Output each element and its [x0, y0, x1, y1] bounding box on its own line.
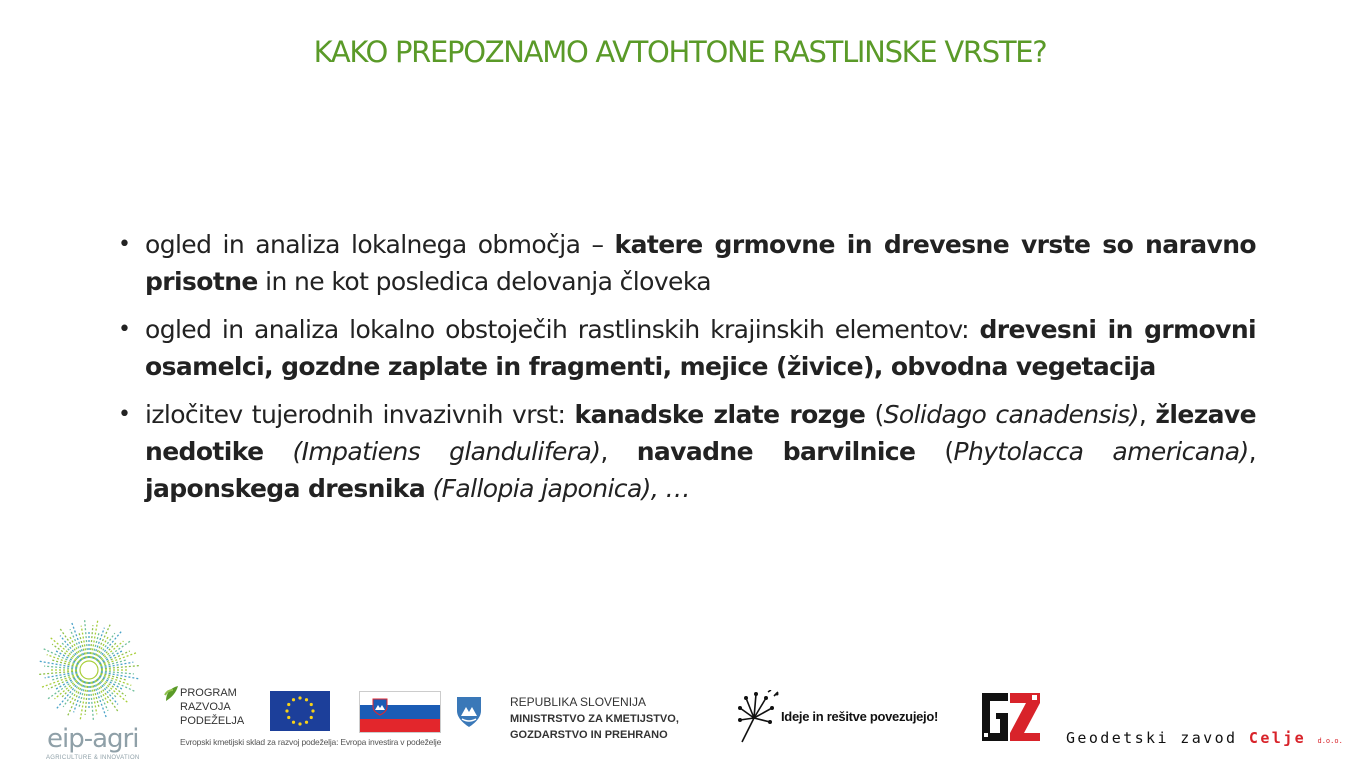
- ministry-line-3: GOZDARSTVO IN PREHRANO: [510, 729, 668, 741]
- bullet-text: ogled in analiza lokalnega območja –: [145, 230, 615, 259]
- prp-logo-group: [164, 685, 444, 747]
- geodetski-zavod-celje-text: [1066, 729, 1343, 747]
- bullet-italic: (Impatiens glandulifera): [292, 437, 601, 466]
- bullet-item-1: [118, 226, 1256, 300]
- bullet-bold: katere grmovne in drevesne vrste so naravno prisotne: [145, 230, 1256, 296]
- bullet-text: izločitev tujerodnih invazivnih vrst:: [145, 400, 575, 429]
- eip-burst-icon: [34, 616, 144, 724]
- bullet-bold: japonskega dresnika: [145, 474, 426, 503]
- bullet-text: ,: [1138, 400, 1156, 429]
- ministry-line-2: MINISTRSTVO ZA KMETIJSTVO,: [510, 713, 679, 725]
- ministry-line-1: REPUBLIKA SLOVENIJA: [510, 695, 647, 709]
- bullet-text: (: [915, 437, 954, 466]
- eu-stars-icon: [270, 691, 330, 731]
- ministry-crest-icon: [455, 695, 483, 729]
- gzc-name: Geodetski zavod: [1066, 729, 1249, 747]
- ideje-slogan: Ideje in rešitve povezujejo!: [781, 709, 939, 724]
- slovenia-coat-of-arms-icon: [372, 698, 388, 716]
- bullet-text: in ne kot posledica delovanja človeka: [257, 267, 711, 296]
- gz-mark-icon: [980, 689, 1042, 745]
- eu-flag-icon: [270, 691, 330, 731]
- eip-agri-name: eip-agri: [47, 724, 139, 754]
- prp-leaf-icon: [164, 685, 180, 703]
- dandelion-icon: [736, 690, 780, 746]
- bullet-text: ogled in analiza lokalno obstoječih rastlinskih krajinskih elementov:: [145, 315, 980, 344]
- bullet-bold: kanadske zlate rozge: [574, 400, 866, 429]
- ministry-logo: [455, 692, 715, 746]
- prp-caption: Evropski kmetijski sklad za razvoj podeželja: Evropa investira v podeželje: [180, 737, 442, 747]
- bullet-text: ,: [600, 437, 637, 466]
- gz-logo: [980, 689, 1042, 745]
- bullet-bold: žlezave nedotike: [145, 400, 1256, 466]
- bullet-item-3: [118, 396, 1256, 507]
- bullet-item-2: [118, 311, 1256, 385]
- slovenia-flag-icon: [359, 691, 441, 733]
- bullet-dot: •: [118, 317, 131, 342]
- prp-line-1: PROGRAM: [180, 687, 237, 699]
- slide-title: KAKO PREPOZNAMO AVTOHTONE RASTLINSKE VRSTE?: [313, 35, 1047, 69]
- gzc-city: Celje: [1248, 729, 1307, 747]
- gzc-doo: d.o.o.: [1317, 737, 1343, 745]
- bullet-italic: Solidago canadensis): [883, 400, 1139, 429]
- bullet-text: ,: [1248, 437, 1256, 466]
- bullet-italic: Phytolacca americana): [953, 437, 1249, 466]
- bullet-text: [263, 437, 292, 466]
- prp-line-3: PODEŽELJA: [180, 715, 245, 727]
- bullet-text: (: [865, 400, 884, 429]
- bullet-dot: •: [118, 402, 131, 427]
- bullet-bold: drevesni in grmovni osamelci, gozdne zaplate in fragmenti, mejice (živice), obvodna vegetacija: [145, 315, 1256, 381]
- prp-line-2: RAZVOJA: [180, 701, 231, 713]
- bullet-list: [118, 226, 1256, 518]
- ideje-logo: [736, 690, 966, 746]
- eip-agri-subtitle: AGRICULTURE & INNOVATION: [46, 755, 140, 761]
- bullet-dot: •: [118, 232, 131, 257]
- bullet-italic: (Fallopia japonica), …: [432, 474, 690, 503]
- eip-agri-logo: [34, 616, 144, 762]
- bullet-bold: navadne barvilnice: [636, 437, 916, 466]
